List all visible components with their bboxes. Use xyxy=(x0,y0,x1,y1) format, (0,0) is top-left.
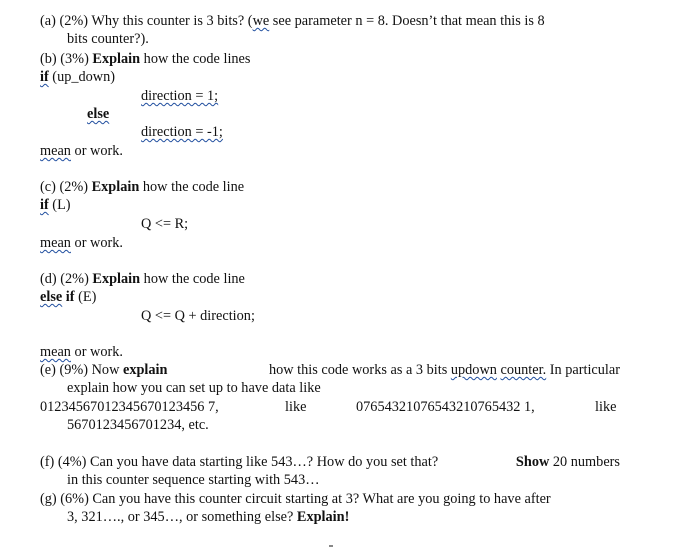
word-counter: counter. xyxy=(500,362,547,378)
code-else xyxy=(87,106,109,123)
question-e-tail xyxy=(269,362,620,379)
code-direction-minus: direction = -1; xyxy=(141,124,223,140)
code-q-assign-direction: Q <= Q + direction; xyxy=(141,308,255,324)
mean-or-work-c xyxy=(40,235,123,252)
or-work-text: or work. xyxy=(70,235,123,251)
word-mean: mean xyxy=(40,143,71,159)
question-d-label: (d) (2%) xyxy=(40,271,93,287)
question-g-continuation xyxy=(67,509,349,526)
like-label-1: like xyxy=(285,399,307,415)
question-b-text: how the code lines xyxy=(140,51,251,67)
question-c-text: how the code line xyxy=(139,179,245,195)
question-g-text: 3, 321…., or 345…, or something else? xyxy=(67,509,297,525)
code-q-assign-r: Q <= R; xyxy=(141,216,189,232)
question-f xyxy=(40,454,620,471)
question-f-continuation: in this counter sequence starting with 543… xyxy=(67,472,320,488)
keyword-explain: Explain! xyxy=(296,509,350,525)
code-if-keyword: if xyxy=(40,69,49,85)
like-label-2: like xyxy=(595,399,617,415)
question-c-label: (c) (2%) xyxy=(40,179,92,195)
code-if-up-down xyxy=(40,69,115,86)
code-else-if-e xyxy=(40,289,96,306)
code-else-keyword: else xyxy=(40,289,63,305)
question-e-head xyxy=(40,362,167,379)
question-e-line4: 5670123456701234, etc. xyxy=(67,417,209,433)
code-if-l xyxy=(40,197,71,214)
question-e-line2: explain how you can set up to have data like xyxy=(67,380,321,396)
sequence-down: 07654321076543210765432 1, xyxy=(356,399,535,415)
code-condition: (L) xyxy=(48,197,71,213)
or-work-text: or work. xyxy=(70,143,123,159)
word-mean: mean xyxy=(40,344,71,360)
question-d xyxy=(40,271,245,288)
keyword-explain: Explain xyxy=(91,179,140,195)
code-else-keyword: else xyxy=(87,106,110,122)
code-condition: (E) xyxy=(74,289,97,305)
question-e-label: (e) (9%) Now xyxy=(40,362,123,378)
keyword-explain: explain xyxy=(122,362,168,378)
question-f-label: (f) (4%) Can you have data starting like 543…? How do you set that? xyxy=(40,454,439,470)
mean-or-work-b xyxy=(40,143,123,160)
question-b xyxy=(40,51,250,68)
question-b-label: (b) (3%) xyxy=(40,51,93,67)
question-c xyxy=(40,179,244,196)
word-updown: updown xyxy=(450,362,497,378)
question-e-text: how this code works as a 3 bits xyxy=(268,362,451,378)
question-a xyxy=(40,13,545,30)
word-we: we xyxy=(252,13,270,29)
question-a-text-rest: see parameter n = 8. Doesn’t that mean this is 8 xyxy=(269,13,545,29)
question-a-continuation: bits counter?). xyxy=(67,31,149,47)
word-mean: mean xyxy=(40,235,71,251)
question-f-text: 20 numbers xyxy=(549,454,620,470)
page-mark xyxy=(329,545,333,547)
keyword-explain: Explain xyxy=(92,51,141,67)
code-if-keyword: if xyxy=(62,289,75,305)
keyword-show: Show xyxy=(515,454,550,470)
sequence-up: 01234567012345670123456 7, xyxy=(40,399,219,415)
question-d-text: how the code line xyxy=(140,271,245,287)
mean-or-work-d xyxy=(40,344,123,361)
question-g: (g) (6%) Can you have this counter circuit starting at 3? What are you going to have after xyxy=(40,491,551,507)
question-e-particular: In particular xyxy=(546,362,620,378)
keyword-explain: Explain xyxy=(92,271,141,287)
question-f-tail xyxy=(516,454,620,471)
question-e xyxy=(40,362,620,379)
or-work-text: or work. xyxy=(70,344,123,360)
question-a-text: (a) (2%) Why this counter is 3 bits? ( xyxy=(40,13,253,29)
code-direction-plus: direction = 1; xyxy=(141,88,219,104)
code-condition: (up_down) xyxy=(48,69,116,85)
code-if-keyword: if xyxy=(40,197,49,213)
